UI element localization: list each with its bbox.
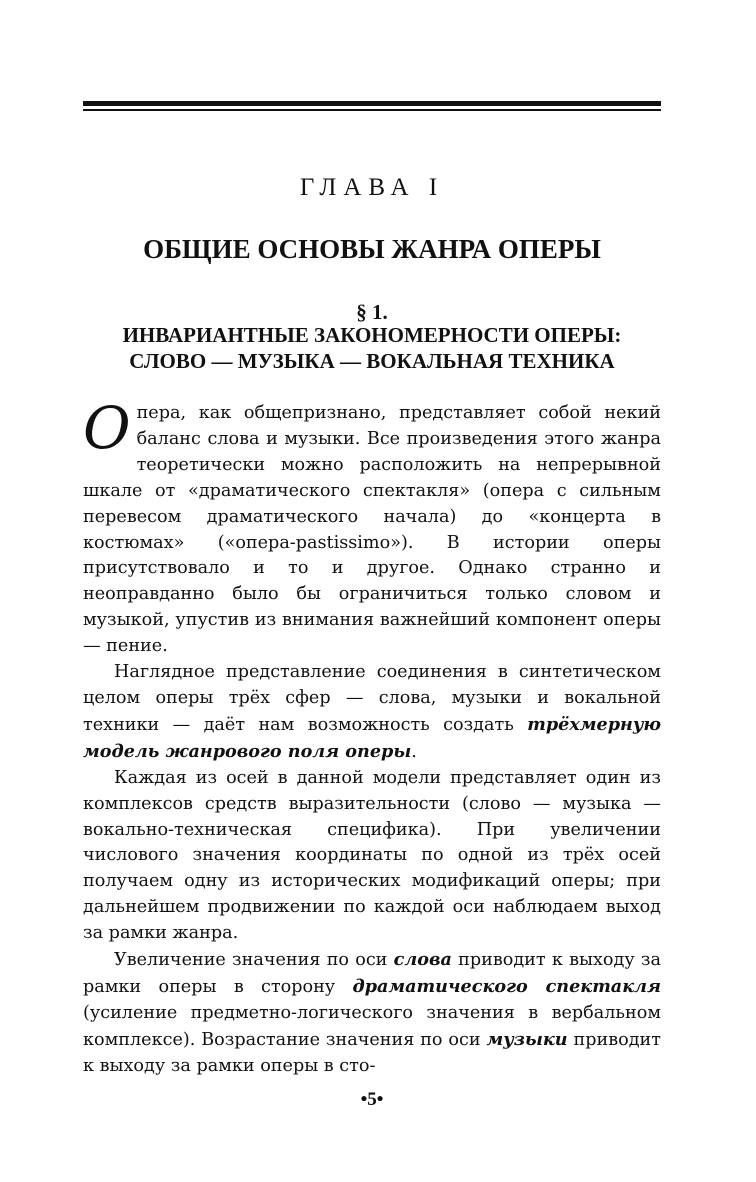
paragraph-1-text: пера, как общепризнано, представляет собой некий баланс слова и музыки. Все произведения этого жанра теоретически можно расположить на непрерывной шкале от «драматического спектакля» (опера с сильным перевесом драматического начала) до «концерта в костюмах» («опера-pastissimo»). В истории оперы присутствовало и то и другое. Однако странно и неоправданно было бы ограничиться только словом и музыкой, упустив из внимания важнейший компонент оперы — пение. [83,403,661,657]
paragraph-3-text: Каждая из осей в данной модели представляет один из комплексов средств выразительности (слово — музыка — вокально-техническая специфика). При увеличении числового значения координаты по одной из трёх осей получаем одну из исторических модификаций оперы; при дальнейшем продвижении по каждой оси наблюдаем выход за рамки жанра. [83,767,661,944]
paragraph-4-text-1: Увеличение значения по оси [114,950,394,971]
paragraph-3 [83,766,661,947]
paragraph-4-emphasis-1: слова [393,949,452,971]
paragraph-2-emphasis: трёхмерную модель жанрового поля оперы [83,713,661,762]
drop-cap: О [83,394,131,462]
section-title-line-1: ИНВАРИАНТНЫЕ ЗАКОНОМЕРНОСТИ ОПЕРЫ: [122,323,622,347]
paragraph-4-emphasis-3: музыки [486,1028,568,1050]
paragraph-2 [83,660,661,766]
body-text [83,394,661,1080]
section-number: § 1. [356,300,388,324]
paragraph-4-text-4: приводит к выходу за рамки оперы в сто- [83,1029,661,1076]
section-title [83,322,661,374]
header-rule-thin [83,109,661,111]
paragraph-4-text-3: (усиление предметно-логического значения в вербальном комплексе). Возрастание значения по оси [83,1002,661,1050]
paragraph-4-emphasis-2: драматического спектакля [352,975,661,997]
section-title-line-2: СЛОВО — МУЗЫКА — ВОКАЛЬНАЯ ТЕХНИКА [129,349,615,373]
chapter-title: ОБЩИЕ ОСНОВЫ ЖАНРА ОПЕРЫ [143,234,601,264]
paragraph-4 [83,947,661,1080]
paragraph-4-text-2: приводит к выходу за рамки оперы в сторону [83,950,661,997]
header-rule-thick [83,101,661,106]
chapter-label: ГЛАВА I [299,174,445,201]
paragraph-2-text-before: Наглядное представление соединения в синтетическом целом оперы трёх сфер — слова, музыки и вокальной техники — даёт нам возможность создать [83,662,661,735]
paragraph-1 [83,394,661,660]
paragraph-2-text-after: . [411,741,417,762]
page-number: •5• [360,1089,384,1110]
